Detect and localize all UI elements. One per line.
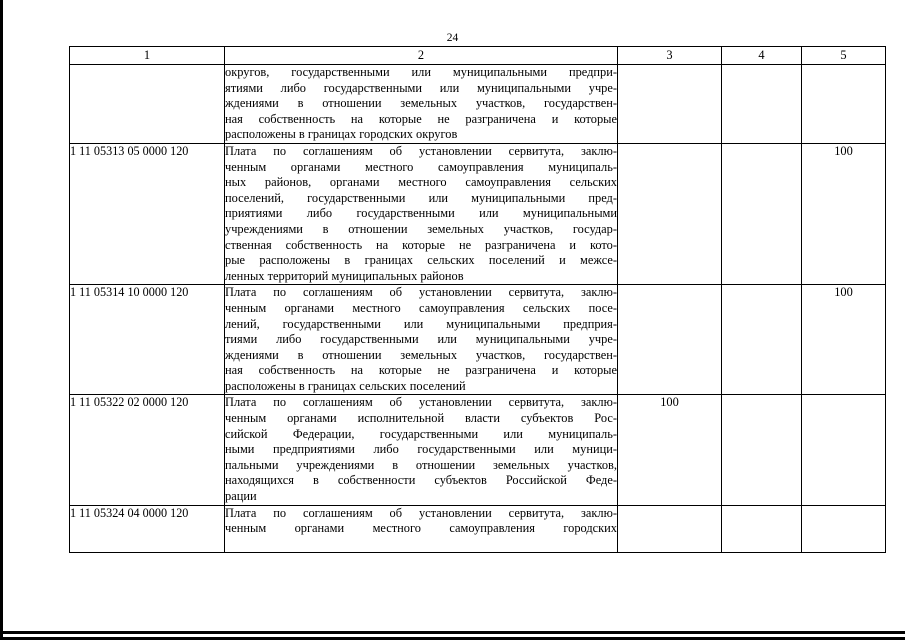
description-line: ченным органами местного самоуправления городских (225, 521, 617, 536)
table-row (70, 65, 886, 144)
revenue-description (225, 505, 618, 552)
table-row (70, 285, 886, 395)
description-line: округов, государственными или муниципальными предпри- (225, 65, 617, 79)
budget-column-3-value (618, 285, 722, 395)
description-line: учреждениями в отношении земельных участков, государ- (225, 221, 617, 236)
page-number: 24 (446, 32, 459, 44)
budget-column-3-value (618, 505, 722, 552)
budget-column-5-value: 100 (802, 143, 886, 284)
description-line: Плата по соглашениям об установлении сервитута, заклю- (225, 395, 617, 410)
description-line: расположены в границах городских округов (225, 127, 458, 142)
budget-column-4-value (722, 143, 802, 284)
description-line: ждениями в отношении земельных участков, государствен- (225, 347, 617, 362)
description-line: Плата по соглашениям об установлении сервитута, заклю- (225, 143, 617, 158)
revenue-description (225, 143, 618, 284)
description-line: Плата по соглашениям об установлении сервитута, заклю- (225, 285, 617, 300)
budget-column-4-value (722, 505, 802, 552)
description-line: ными предприятиями либо государственными или муници- (225, 442, 617, 457)
budget-column-3-value: 100 (618, 395, 722, 505)
budget-column-3-value (618, 65, 722, 144)
description-line: ченным органами местного самоуправления сельских посе- (225, 300, 617, 315)
revenue-code: 1 11 05314 10 0000 120 (70, 285, 225, 395)
description-line: поселений, государственными или муниципальными пред- (225, 190, 617, 205)
revenue-code: 1 11 05322 02 0000 120 (70, 395, 225, 505)
budget-column-4-value (722, 395, 802, 505)
revenue-code (70, 65, 225, 144)
budget-column-5-value (802, 65, 886, 144)
column-header: 3 (618, 47, 722, 65)
description-line: ная собственность на которые не разграничена и которые (225, 111, 617, 126)
table-header-row (70, 47, 886, 65)
budget-column-5-value (802, 505, 886, 552)
description-line: сийской Федерации, государственными или муниципаль- (225, 426, 617, 441)
budget-column-4-value (722, 285, 802, 395)
column-header: 4 (722, 47, 802, 65)
revenue-description (225, 285, 618, 395)
column-header: 5 (802, 47, 886, 65)
description-line: ственная собственность на которые не разграничена и кото- (225, 237, 617, 252)
budget-column-3-value (618, 143, 722, 284)
scan-bottom-border (0, 631, 905, 634)
description-line: лений, государственными или муниципальными предприя- (225, 316, 617, 331)
revenue-codes-table (69, 46, 886, 553)
description-line: ная собственность на которые не разграничена и которые (225, 363, 617, 378)
scan-left-border (0, 0, 3, 640)
budget-column-4-value (722, 65, 802, 144)
table-row (70, 505, 886, 552)
description-line: находящихся в собственности субъектов Российской Феде- (225, 473, 617, 488)
table-row (70, 143, 886, 284)
description-line: ченным органами местного самоуправления муниципаль- (225, 159, 617, 174)
budget-column-5-value (802, 395, 886, 505)
description-line: рации (225, 489, 257, 504)
description-line: пальными учреждениями в отношении земельных участков, (225, 457, 617, 472)
description-line: приятиями либо государственными или муниципальными (225, 206, 617, 221)
budget-column-5-value: 100 (802, 285, 886, 395)
description-line: ятиями либо государственными или муниципальными учре- (225, 80, 617, 95)
revenue-description (225, 65, 618, 144)
column-header: 2 (225, 47, 618, 65)
table-row (70, 395, 886, 505)
description-line: ных районов, органами местного самоуправления сельских (225, 175, 617, 190)
description-line: ленных территорий муниципальных районов (225, 268, 464, 283)
description-line: тиями либо государственными или муниципальными учре- (225, 332, 617, 347)
column-header: 1 (70, 47, 225, 65)
revenue-code: 1 11 05313 05 0000 120 (70, 143, 225, 284)
description-line: рые расположены в границах сельских поселений и межсе- (225, 253, 617, 268)
description-line: расположены в границах сельских поселений (225, 378, 466, 393)
description-line: ченным органами исполнительной власти субъектов Рос- (225, 411, 617, 426)
description-line: Плата по соглашениям об установлении сервитута, заклю- (225, 505, 617, 520)
revenue-description (225, 395, 618, 505)
revenue-code: 1 11 05324 04 0000 120 (70, 505, 225, 552)
description-line: ждениями в отношении земельных участков, государствен- (225, 96, 617, 111)
